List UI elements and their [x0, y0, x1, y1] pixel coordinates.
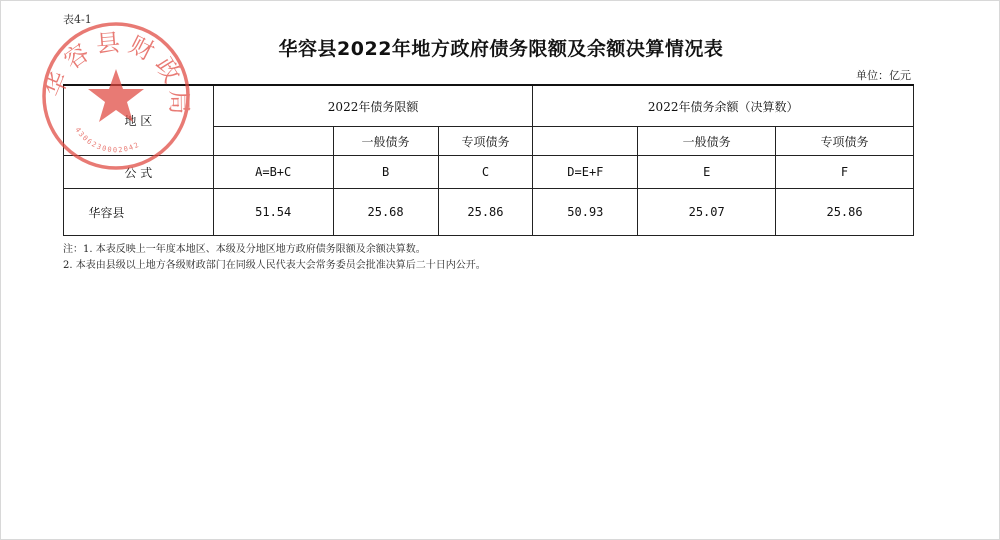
balance-general-header: 一般债务 — [638, 127, 776, 156]
note-1: 注：1. 本表反映上一年度本地区、本级及分地区地方政府债务限额及余额决算数。 — [63, 244, 426, 255]
limit-special-header: 专项债务 — [438, 127, 533, 156]
region-name: 华容县 — [88, 205, 125, 220]
note-2: 2. 本表由县级以上地方各级财政部门在同级人民代表大会常务委员会批准决算后二十日内公开。 — [63, 260, 486, 271]
balance-special-header: 专项债务 — [776, 127, 914, 156]
page-title: 华容县2022年地方政府债务限额及余额决算情况表 — [278, 38, 724, 60]
value-limit-special: 25.86 — [438, 189, 533, 236]
value-limit-total: 51.54 — [213, 189, 333, 236]
balance-header: 2022年债务余额（决算数） — [533, 85, 914, 127]
balance-total-blank — [533, 127, 638, 156]
limit-header: 2022年债务限额 — [213, 85, 533, 127]
formula-d: D=E+F — [533, 156, 638, 189]
official-seal-stamp — [31, 11, 201, 181]
svg-text:4306230002042: 4306230002042 — [73, 125, 142, 155]
value-balance-general: 25.07 — [638, 189, 776, 236]
formula-e: E — [638, 156, 776, 189]
table-row — [64, 189, 914, 236]
formula-f: F — [776, 156, 914, 189]
value-balance-special: 25.86 — [776, 189, 914, 236]
limit-total-blank — [213, 127, 333, 156]
formula-c: C — [438, 156, 533, 189]
notes — [63, 242, 486, 274]
sheet-label: 表4-1 — [63, 13, 92, 26]
unit-label: 单位：亿元 — [856, 69, 911, 82]
seal-star-icon — [88, 69, 144, 122]
formula-a: A=B+C — [213, 156, 333, 189]
formula-b: B — [333, 156, 438, 189]
svg-text:华容县财政局: 华容县财政局 — [39, 28, 194, 121]
limit-general-header: 一般债务 — [333, 127, 438, 156]
value-limit-general: 25.68 — [333, 189, 438, 236]
region-header: 地 区 — [124, 114, 153, 128]
region-name-cell — [64, 189, 214, 236]
formula-label: 公 式 — [64, 156, 214, 189]
value-balance-total: 50.93 — [533, 189, 638, 236]
